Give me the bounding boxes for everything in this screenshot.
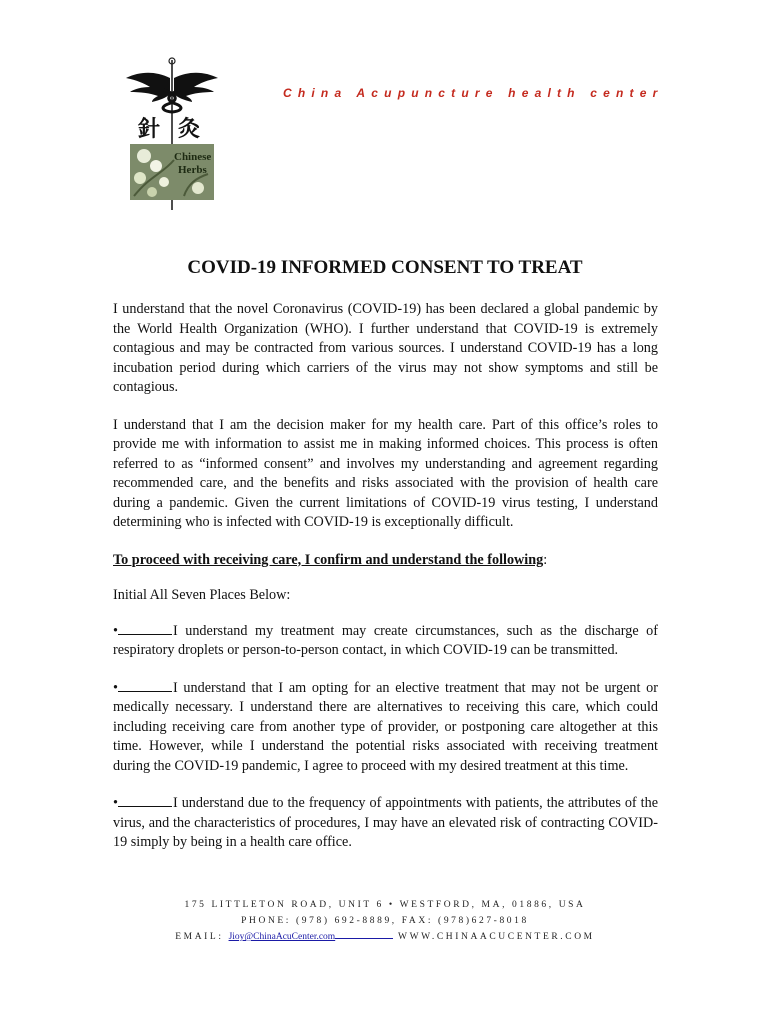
caduceus-logo-icon <box>124 56 220 212</box>
consent-item <box>113 679 658 777</box>
email-link[interactable]: Jioy@ChinaAcuCenter.com <box>228 932 336 942</box>
consent-body <box>113 300 658 871</box>
svg-text:針: 針 <box>138 117 161 142</box>
lead-heading: To proceed with receiving care, I confirm and understand the following <box>113 551 544 568</box>
paragraph-informed-consent: I understand that I am the decision maker for my health care. Part of this office’s roles to provide me with information to assist me in making informed choices. This process is often referred to as “informed consent” and involves my understanding and agreement regarding recommended care, and the benefits and risks associated with the provision of health care during a pandemic. Given the current limitations of COVID-19 virus testing, I understand determining who is infected with COVID-19 is exceptionally difficult. <box>113 416 658 530</box>
document-title: COVID-19 INFORMED CONSENT TO TREAT <box>187 257 583 278</box>
bullet-icon: • <box>113 622 118 639</box>
footer-contact <box>0 929 770 946</box>
initial-field[interactable] <box>118 622 172 635</box>
clinic-logo <box>124 56 220 212</box>
svg-text:Herbs: Herbs <box>178 164 207 176</box>
bullet-icon: • <box>113 795 118 811</box>
svg-text:灸: 灸 <box>178 117 201 142</box>
paragraph-pandemic: I understand that the novel Coronavirus (COVID-19) has been declared a global pandemic by the World Health Organization (WHO). I further understand that COVID-19 is extremely contagious and may be contracted from various sources. I understand COVID-19 has a long incubation period during which carriers of the virus may not show symptoms and still be contagious. <box>113 301 658 395</box>
footer-address: 175 LITTLETON ROAD, UNIT 6 • WESTFORD, MA, 01886, USA <box>184 900 586 910</box>
paragraph-lead: To proceed with receiving care, I confirm and understand the following: <box>113 551 548 568</box>
footer-email-label: EMAIL: <box>175 932 224 942</box>
initial-field[interactable] <box>118 794 172 807</box>
link-underline <box>335 929 393 939</box>
svg-text:Chinese: Chinese <box>174 151 212 163</box>
consent-item <box>113 622 658 661</box>
paragraph-initial-instruction: Initial All Seven Places Below: <box>113 587 291 603</box>
initial-field[interactable] <box>118 679 172 692</box>
footer-website: WWW.CHINAACUCENTER.COM <box>398 932 595 942</box>
consent-item-text: I understand that I am opting for an elective treatment that may not be urgent or medically necessary. I understand there are alternatives to receiving this care, which could including receiving care from another type of provider, or postponing care altogether at this time. However, while I understand the potential risks associated with receiving treatment during the COVID-19 pandemic, I agree to proceed with my desired treatment at this time. <box>113 679 658 774</box>
consent-item-text: I understand due to the frequency of appointments with patients, the attributes of the virus, and the characteristics of procedures, I may have an elevated risk of contracting COVID-19 simply by being in a health care office. <box>113 795 658 850</box>
letterhead-footer <box>0 898 770 946</box>
footer-phone: PHONE: (978) 692-8889, FAX: (978)627-8018 <box>241 915 529 926</box>
clinic-brand-name: China Acupuncture health center <box>283 86 664 100</box>
consent-item <box>113 794 658 853</box>
bullet-icon: • <box>113 679 118 696</box>
consent-item-text: I understand my treatment may create circumstances, such as the discharge of respiratory droplets or person-to-person contact, in which COVID-19 can be transmitted. <box>113 622 658 658</box>
